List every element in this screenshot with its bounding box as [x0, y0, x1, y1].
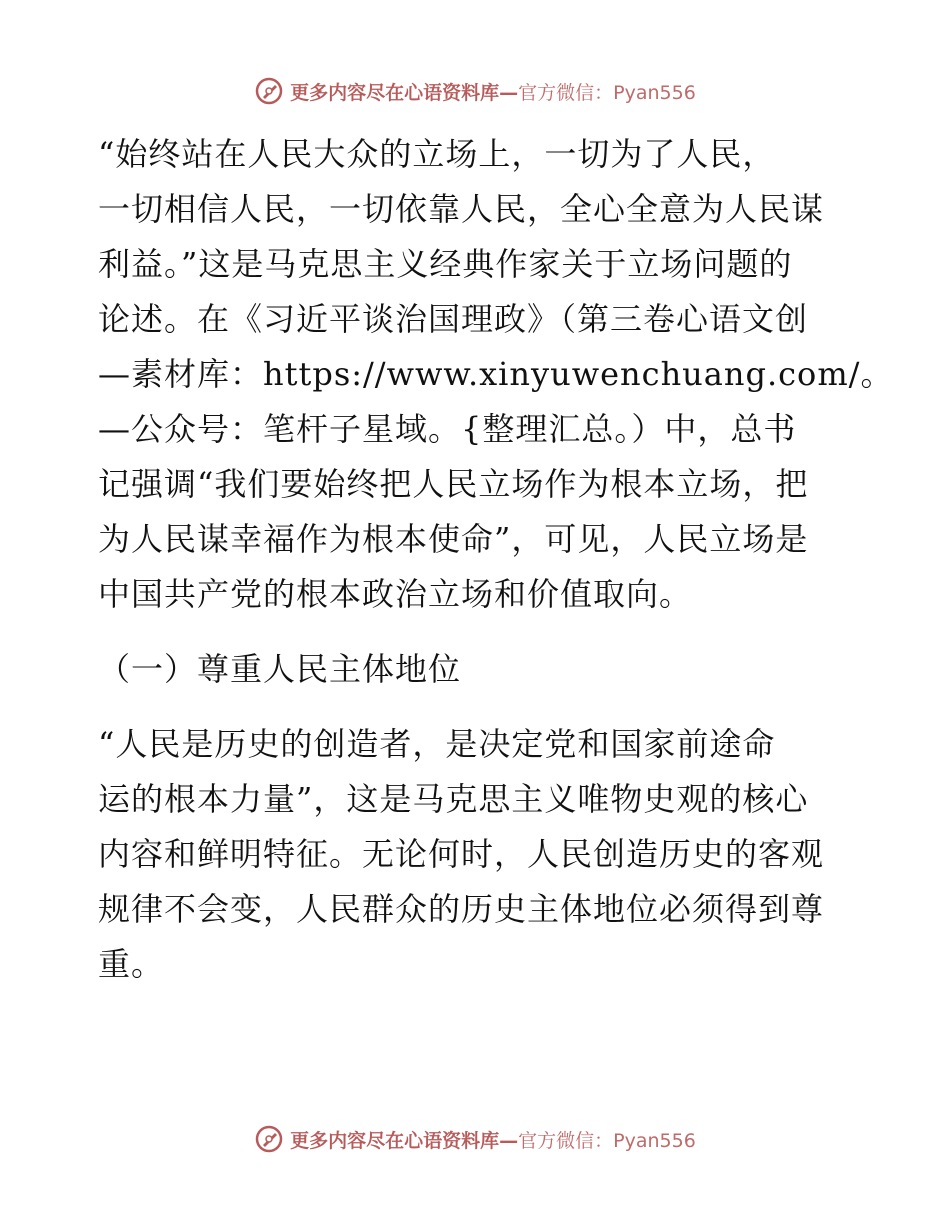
- footer-banner: [0, 1122, 950, 1156]
- paragraph-line: 重。: [98, 945, 165, 983]
- paragraph-line: 中国共产党的根本政治立场和价值取向。: [98, 575, 693, 613]
- document-body: [98, 127, 894, 992]
- banner-main: 更多内容尽在心语资料库: [290, 1129, 500, 1152]
- paragraph-line: 记强调“我们要始终把人民立场作为根本立场，把: [98, 465, 809, 503]
- paragraph-line: —素材库：https://www.xinyuwenchuang.com/。: [98, 355, 894, 393]
- paragraph-line: —公众号：笔杆子星域。{整理汇总。）中，总书: [98, 410, 797, 448]
- paragraph-line: “始终站在人民大众的立场上，一切为了人民，: [98, 135, 776, 173]
- banner-text: [290, 78, 696, 105]
- paragraph-line: “人民是历史的创造者，是决定党和国家前途命: [98, 725, 776, 763]
- paragraph-1: [98, 127, 894, 622]
- paragraph-line: 规律不会变，人民群众的历史主体地位必须得到尊: [98, 890, 825, 928]
- banner-separator: —: [499, 1129, 519, 1152]
- paragraph-line: 论述。在《习近平谈治国理政》（第三卷心语文创: [98, 300, 809, 338]
- paragraph-line: 内容和鲜明特征。无论何时，人民创造历史的客观: [98, 835, 825, 873]
- banner-wechat: 官方微信：Pyan556: [518, 81, 696, 104]
- paragraph-line: 一切相信人民，一切依靠人民，全心全意为人民谋: [98, 190, 825, 228]
- banner-main: 更多内容尽在心语资料库: [290, 81, 500, 104]
- quill-seal-icon: [254, 1124, 284, 1154]
- banner-separator: —: [499, 81, 519, 104]
- spacer: [98, 622, 858, 642]
- paragraph-2: [98, 717, 858, 992]
- quill-seal-icon: [254, 76, 284, 106]
- spacer: [98, 697, 858, 717]
- paragraph-line: 为人民谋幸福作为根本使命”，可见，人民立场是: [98, 520, 809, 558]
- paragraph-line: 利益。”这是马克思主义经典作家关于立场问题的: [98, 245, 793, 283]
- banner-text: [290, 1126, 696, 1153]
- header-banner: [0, 74, 950, 108]
- paragraph-line: 运的根本力量”，这是马克思主义唯物史观的核心: [98, 780, 809, 818]
- banner-wechat: 官方微信：Pyan556: [518, 1129, 696, 1152]
- section-heading: （一）尊重人民主体地位: [98, 650, 462, 688]
